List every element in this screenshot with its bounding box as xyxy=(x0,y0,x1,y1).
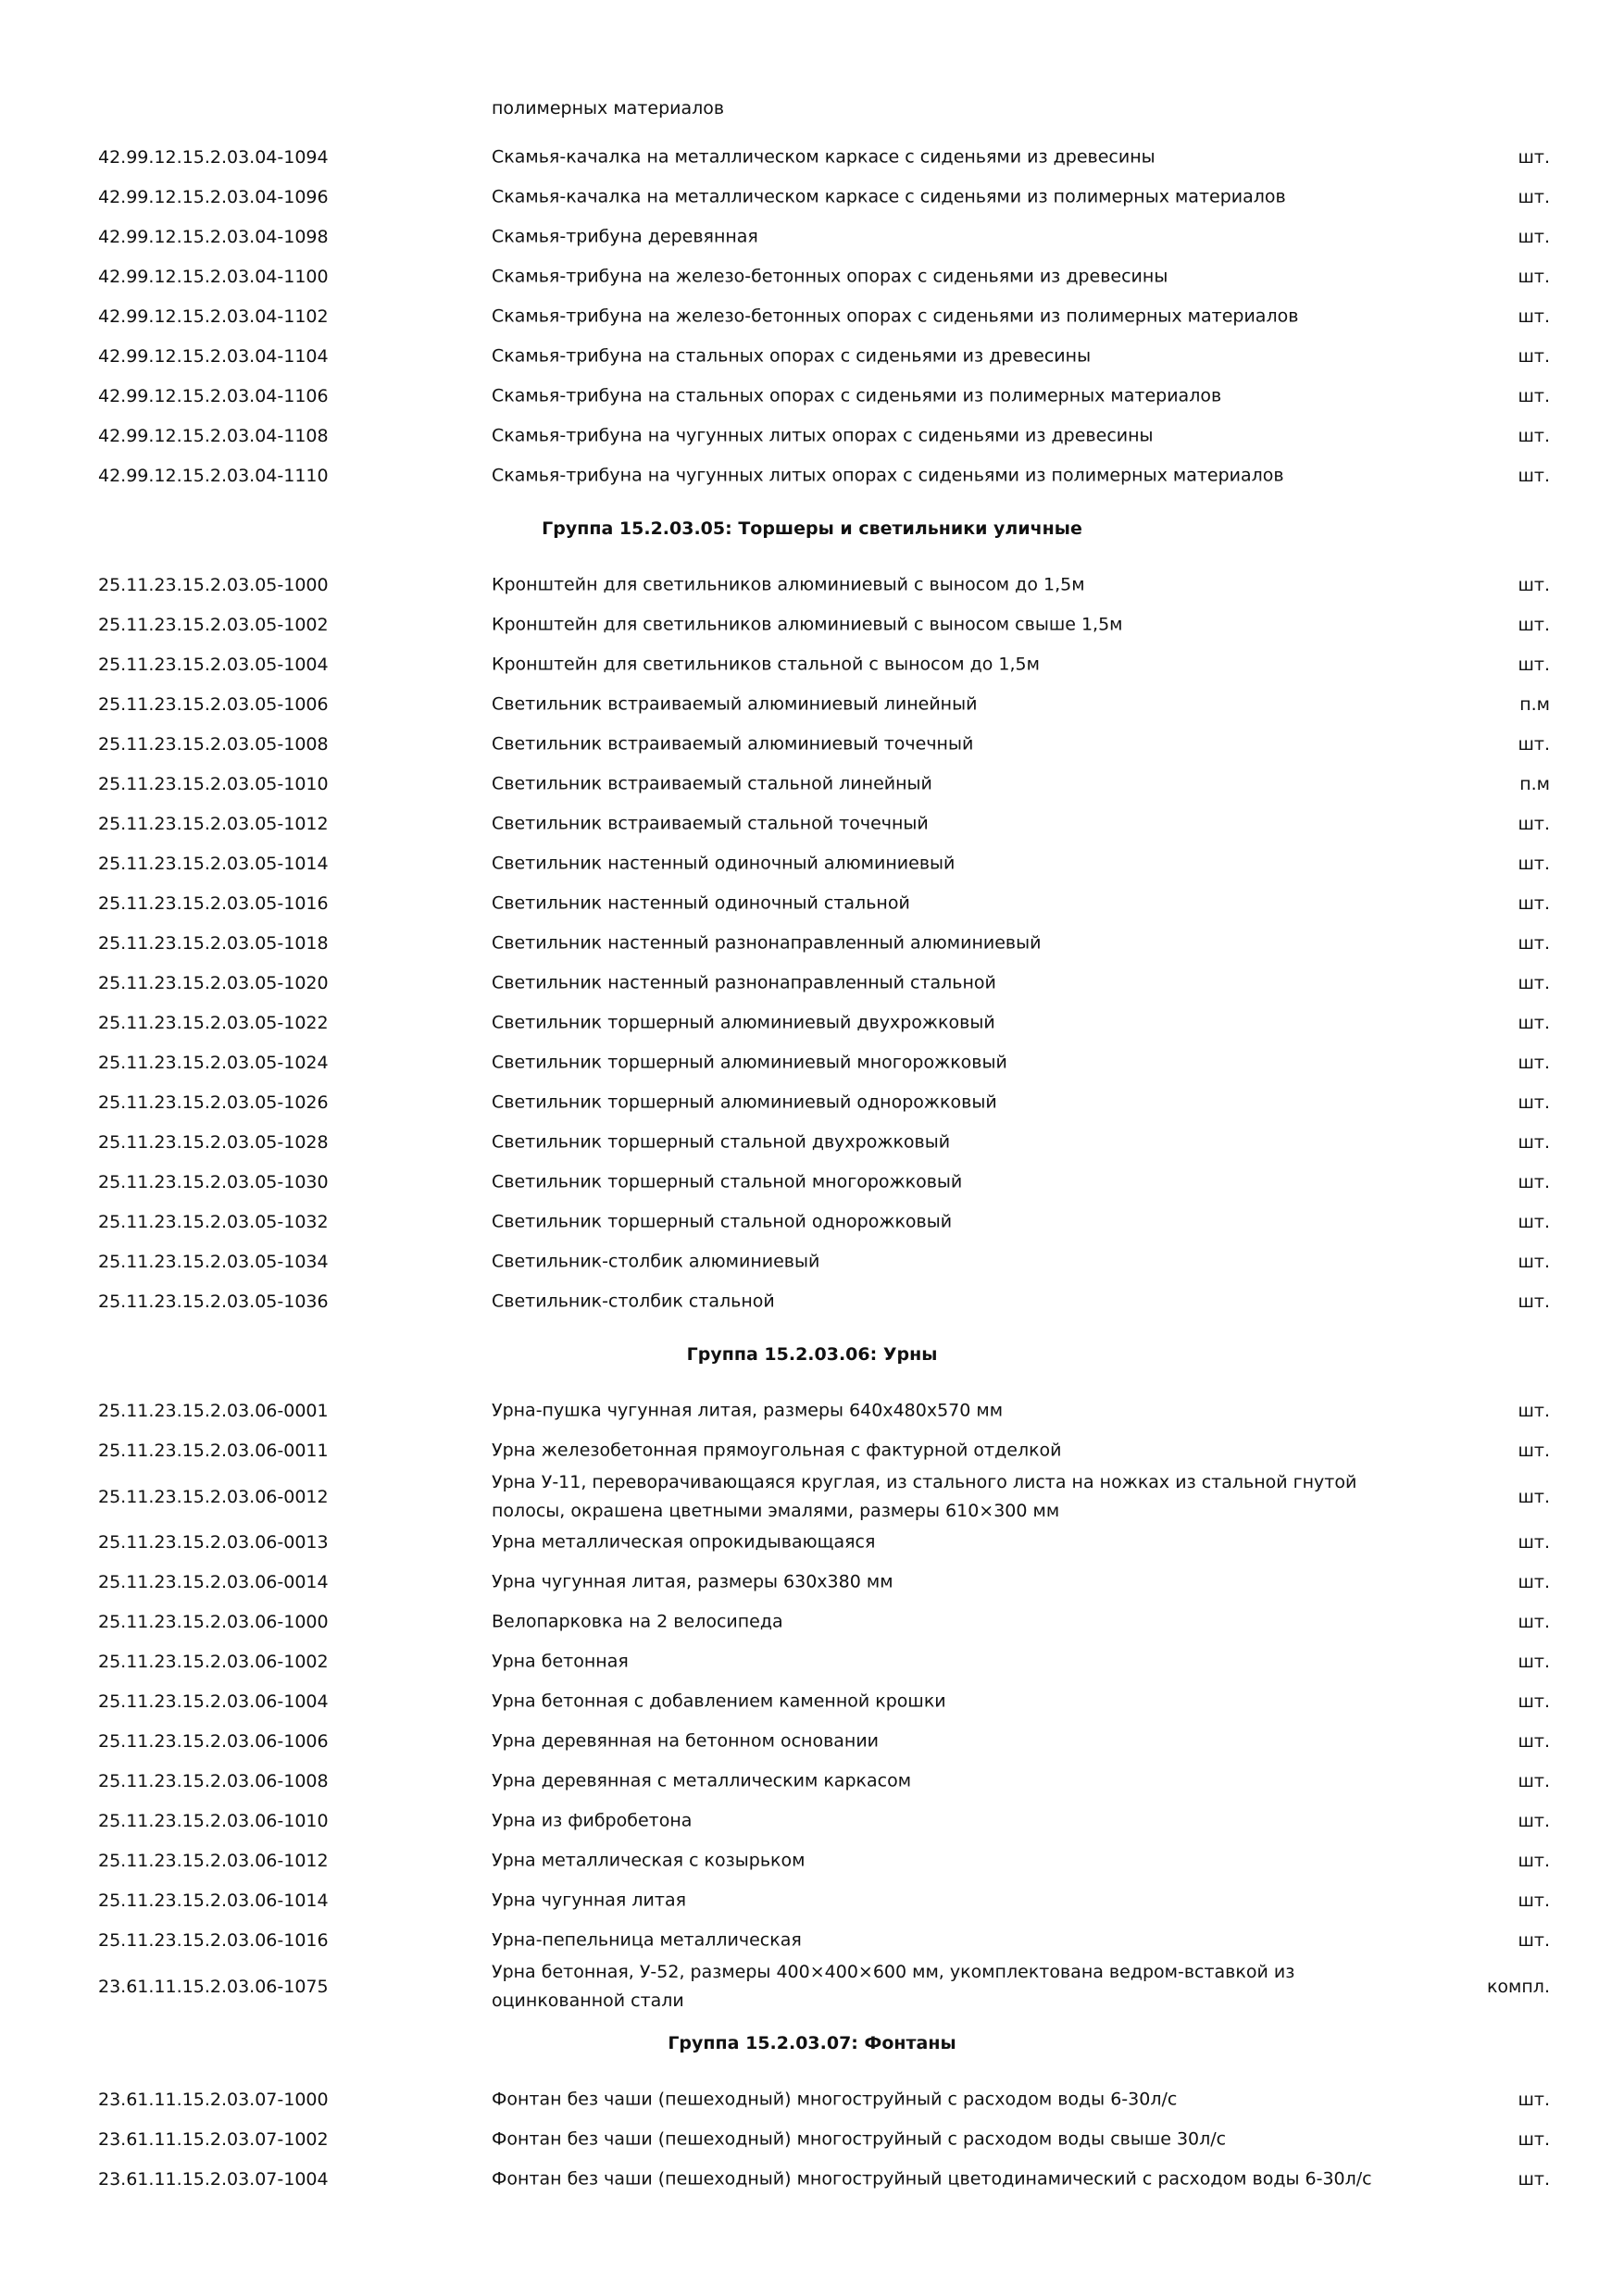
table-row xyxy=(0,2086,1624,2114)
item-code: 42.99.12.15.2.03.04-1094 xyxy=(98,147,329,168)
item-code: 25.11.23.15.2.03.06-0001 xyxy=(98,1401,329,1421)
item-code: 25.11.23.15.2.03.05-1024 xyxy=(98,1053,329,1073)
item-unit: шт. xyxy=(1518,2169,1550,2190)
table-row xyxy=(0,1469,1624,1525)
item-unit: п.м xyxy=(1519,694,1550,715)
table-row xyxy=(0,1529,1624,1556)
table-row xyxy=(0,611,1624,639)
item-code: 25.11.23.15.2.03.05-1012 xyxy=(98,814,329,834)
item-code: 23.61.11.15.2.03.07-1002 xyxy=(98,2129,329,2150)
item-code: 25.11.23.15.2.03.06-0014 xyxy=(98,1572,329,1592)
item-code: 25.11.23.15.2.03.05-1008 xyxy=(98,734,329,755)
item-unit: шт. xyxy=(1518,1013,1550,1033)
item-name: Скамья-трибуна на железо-бетонных опорах с сиденьями из полимерных материалов xyxy=(492,306,1299,327)
item-name: Урна деревянная с металлическим каркасом xyxy=(492,1770,912,1791)
item-unit: шт. xyxy=(1518,655,1550,675)
item-unit: шт. xyxy=(1518,147,1550,168)
table-row xyxy=(0,1009,1624,1037)
table-row xyxy=(0,1397,1624,1425)
item-code: 25.11.23.15.2.03.05-1034 xyxy=(98,1252,329,1272)
table-row xyxy=(0,1168,1624,1196)
table-row xyxy=(0,1248,1624,1276)
item-name: Урна чугунная литая, размеры 630х380 мм xyxy=(492,1571,893,1592)
item-unit: шт. xyxy=(1518,1652,1550,1672)
item-code: 42.99.12.15.2.03.04-1100 xyxy=(98,267,329,287)
item-code: 25.11.23.15.2.03.05-1022 xyxy=(98,1013,329,1033)
item-code: 25.11.23.15.2.03.05-1020 xyxy=(98,973,329,993)
table-row xyxy=(0,183,1624,211)
item-unit: шт. xyxy=(1518,1132,1550,1153)
item-unit: шт. xyxy=(1518,1731,1550,1752)
item-unit: шт. xyxy=(1518,814,1550,834)
item-name: Урна железобетонная прямоугольная с фактурной отделкой xyxy=(492,1440,1062,1461)
item-unit: шт. xyxy=(1518,973,1550,993)
table-row xyxy=(0,1959,1624,2015)
item-unit: шт. xyxy=(1518,227,1550,247)
table-row xyxy=(0,850,1624,878)
item-name: Фонтан без чаши (пешеходный) многоструйный с расходом воды 6-30л/с xyxy=(492,2089,1178,2110)
item-unit: шт. xyxy=(1518,1532,1550,1553)
item-code: 25.11.23.15.2.03.06-1008 xyxy=(98,1771,329,1791)
item-name: Кронштейн для светильников алюминиевый с выносом свыше 1,5м xyxy=(492,614,1123,635)
item-name: Светильник встраиваемый стальной точечный xyxy=(492,813,929,834)
item-code: 25.11.23.15.2.03.05-1002 xyxy=(98,615,329,635)
item-unit: шт. xyxy=(1518,854,1550,874)
item-name: Светильник-столбик стальной xyxy=(492,1291,775,1312)
item-code: 25.11.23.15.2.03.05-1006 xyxy=(98,694,329,715)
item-unit: шт. xyxy=(1518,386,1550,406)
item-name: Скамья-трибуна на стальных опорах с сиденьями из древесины xyxy=(492,345,1092,367)
item-unit: шт. xyxy=(1518,1252,1550,1272)
item-code: 25.11.23.15.2.03.05-1028 xyxy=(98,1132,329,1153)
item-name: Скамья-трибуна деревянная xyxy=(492,226,758,247)
table-row xyxy=(0,1608,1624,1636)
group-heading: Группа 15.2.03.06: Урны xyxy=(686,1344,938,1365)
item-name: Скамья-качалка на металлическом каркасе с сиденьями из древесины xyxy=(492,146,1156,168)
table-row xyxy=(0,1129,1624,1156)
table-row xyxy=(0,1049,1624,1077)
item-name: Урна деревянная на бетонном основании xyxy=(492,1730,880,1752)
item-code: 25.11.23.15.2.03.05-1004 xyxy=(98,655,329,675)
table-row xyxy=(0,571,1624,599)
item-code: 25.11.23.15.2.03.06-0011 xyxy=(98,1441,329,1461)
item-unit: шт. xyxy=(1518,1401,1550,1421)
table-row xyxy=(0,1767,1624,1795)
item-name: Светильник торшерный алюминиевый однорожковый xyxy=(492,1092,997,1113)
table-row xyxy=(0,1648,1624,1676)
item-code: 25.11.23.15.2.03.06-1010 xyxy=(98,1811,329,1831)
item-name: Фонтан без чаши (пешеходный) многоструйный с расходом воды свыше 30л/с xyxy=(492,2128,1227,2150)
item-unit: шт. xyxy=(1518,306,1550,327)
item-name: Скамья-трибуна на стальных опорах с сиденьями из полимерных материалов xyxy=(492,385,1222,406)
table-row xyxy=(0,890,1624,917)
item-unit: шт. xyxy=(1518,1292,1550,1312)
item-code: 25.11.23.15.2.03.06-1004 xyxy=(98,1691,329,1712)
item-unit: шт. xyxy=(1518,2090,1550,2110)
item-code: 25.11.23.15.2.03.06-0012 xyxy=(98,1487,329,1507)
item-code: 42.99.12.15.2.03.04-1102 xyxy=(98,306,329,327)
item-name: Светильник торшерный стальной многорожковый xyxy=(492,1171,963,1192)
item-name: Скамья-качалка на металлическом каркасе с сиденьями из полимерных материалов xyxy=(492,186,1286,207)
item-code: 25.11.23.15.2.03.05-1010 xyxy=(98,774,329,794)
table-row xyxy=(0,343,1624,370)
item-unit: шт. xyxy=(1518,1851,1550,1871)
continued-text: полимерных материалов xyxy=(492,98,725,119)
table-row xyxy=(0,1089,1624,1117)
item-name: Кронштейн для светильников стальной с выносом до 1,5м xyxy=(492,654,1040,675)
item-unit: шт. xyxy=(1518,1612,1550,1632)
item-unit: шт. xyxy=(1518,1771,1550,1791)
item-code: 42.99.12.15.2.03.04-1110 xyxy=(98,466,329,486)
table-row xyxy=(0,1927,1624,1954)
item-unit: шт. xyxy=(1518,615,1550,635)
item-unit: шт. xyxy=(1518,2129,1550,2150)
item-name: Скамья-трибуна на чугунных литых опорах с сиденьями из полимерных материалов xyxy=(492,465,1284,486)
table-row xyxy=(0,1568,1624,1596)
item-unit: шт. xyxy=(1518,426,1550,446)
table-row xyxy=(0,770,1624,798)
item-name: Светильник торшерный стальной двухрожковый xyxy=(492,1131,951,1153)
table-row xyxy=(0,691,1624,718)
item-code: 25.11.23.15.2.03.06-0013 xyxy=(98,1532,329,1553)
item-name: Урна чугунная литая xyxy=(492,1890,687,1911)
item-name: Урна металлическая с козырьком xyxy=(492,1850,806,1871)
item-name: Велопарковка на 2 велосипеда xyxy=(492,1611,783,1632)
item-name: Урна-пепельница металлическая xyxy=(492,1929,802,1951)
table-row xyxy=(0,930,1624,957)
item-unit: шт. xyxy=(1518,933,1550,954)
table-row xyxy=(0,422,1624,450)
item-unit: шт. xyxy=(1518,1811,1550,1831)
item-name: Светильник настенный разнонаправленный алюминиевый xyxy=(492,932,1042,954)
item-name: Светильник торшерный стальной однорожковый xyxy=(492,1211,953,1232)
item-code: 42.99.12.15.2.03.04-1108 xyxy=(98,426,329,446)
item-code: 25.11.23.15.2.03.05-1036 xyxy=(98,1292,329,1312)
item-name: Светильник-столбик алюминиевый xyxy=(492,1251,820,1272)
item-code: 42.99.12.15.2.03.04-1098 xyxy=(98,227,329,247)
item-unit: шт. xyxy=(1518,1053,1550,1073)
item-code: 25.11.23.15.2.03.06-1006 xyxy=(98,1731,329,1752)
item-name: Кронштейн для светильников алюминиевый с выносом до 1,5м xyxy=(492,574,1085,595)
item-name: Урна бетонная xyxy=(492,1651,629,1672)
item-name: Урна бетонная, У-52, размеры 400×400×600 мм, укомплектована ведром-вставкой из оцинкованной стали xyxy=(492,1962,1295,2011)
item-code: 25.11.23.15.2.03.05-1018 xyxy=(98,933,329,954)
table-row xyxy=(0,263,1624,291)
table-row xyxy=(0,382,1624,410)
item-unit: шт. xyxy=(1518,575,1550,595)
item-name: Скамья-трибуна на чугунных литых опорах с сиденьями из древесины xyxy=(492,425,1154,446)
item-code: 25.11.23.15.2.03.06-1002 xyxy=(98,1652,329,1672)
item-code: 25.11.23.15.2.03.06-1000 xyxy=(98,1612,329,1632)
table-row xyxy=(0,2165,1624,2193)
item-unit: шт. xyxy=(1518,1572,1550,1592)
item-name: Скамья-трибуна на железо-бетонных опорах с сиденьями из древесины xyxy=(492,266,1168,287)
item-unit: шт. xyxy=(1518,1890,1550,1911)
table-row xyxy=(0,462,1624,490)
item-name: Урна У-11, переворачивающаяся круглая, из стального листа на ножках из стальной гнутой полосы, окрашена цветными эмалями, размеры 610×300 мм xyxy=(492,1472,1357,1521)
item-name: Урна металлическая опрокидывающаяся xyxy=(492,1531,876,1553)
item-name: Светильник встраиваемый алюминиевый линейный xyxy=(492,693,978,715)
item-name: Урна-пушка чугунная литая, размеры 640х480х570 мм xyxy=(492,1400,1004,1421)
item-unit: п.м xyxy=(1519,774,1550,794)
table-row xyxy=(0,810,1624,838)
table-row xyxy=(0,1688,1624,1716)
item-code: 25.11.23.15.2.03.06-1014 xyxy=(98,1890,329,1911)
item-unit: шт. xyxy=(1518,1092,1550,1113)
item-unit: шт. xyxy=(1518,893,1550,914)
item-unit: шт. xyxy=(1518,1441,1550,1461)
group-heading: Группа 15.2.03.05: Торшеры и светильники уличные xyxy=(542,518,1082,539)
item-unit: шт. xyxy=(1518,734,1550,755)
item-code: 25.11.23.15.2.03.05-1030 xyxy=(98,1172,329,1192)
table-row xyxy=(0,1288,1624,1316)
item-name: Урна из фибробетона xyxy=(492,1810,693,1831)
item-name: Фонтан без чаши (пешеходный) многоструйный цветодинамический с расходом воды 6-30л/с xyxy=(492,2168,1372,2190)
item-unit: шт. xyxy=(1518,1691,1550,1712)
table-row xyxy=(0,651,1624,679)
table-row xyxy=(0,1208,1624,1236)
item-unit: шт. xyxy=(1518,466,1550,486)
table-row xyxy=(0,303,1624,331)
item-code: 23.61.11.15.2.03.07-1000 xyxy=(98,2090,329,2110)
item-name: Светильник торшерный алюминиевый многорожковый xyxy=(492,1052,1007,1073)
table-row xyxy=(0,1807,1624,1835)
item-unit: шт. xyxy=(1518,267,1550,287)
item-code: 42.99.12.15.2.03.04-1106 xyxy=(98,386,329,406)
item-code: 25.11.23.15.2.03.05-1016 xyxy=(98,893,329,914)
item-unit: шт. xyxy=(1518,1487,1550,1507)
item-code: 25.11.23.15.2.03.06-1012 xyxy=(98,1851,329,1871)
item-name: Урна бетонная с добавлением каменной крошки xyxy=(492,1691,946,1712)
item-unit: шт. xyxy=(1518,187,1550,207)
table-row xyxy=(0,223,1624,251)
item-code: 25.11.23.15.2.03.05-1026 xyxy=(98,1092,329,1113)
item-code: 25.11.23.15.2.03.05-1032 xyxy=(98,1212,329,1232)
item-unit: компл. xyxy=(1486,1977,1550,1997)
item-unit: шт. xyxy=(1518,1172,1550,1192)
table-row xyxy=(0,969,1624,997)
table-row xyxy=(0,1728,1624,1755)
item-code: 42.99.12.15.2.03.04-1104 xyxy=(98,346,329,367)
item-unit: шт. xyxy=(1518,346,1550,367)
item-code: 25.11.23.15.2.03.05-1000 xyxy=(98,575,329,595)
item-code: 25.11.23.15.2.03.05-1014 xyxy=(98,854,329,874)
item-name: Светильник торшерный алюминиевый двухрожковый xyxy=(492,1012,995,1033)
item-name: Светильник настенный разнонаправленный стальной xyxy=(492,972,996,993)
table-row xyxy=(0,2126,1624,2153)
item-unit: шт. xyxy=(1518,1212,1550,1232)
group-heading: Группа 15.2.03.07: Фонтаны xyxy=(668,2033,956,2053)
table-row xyxy=(0,1887,1624,1915)
table-row xyxy=(0,1847,1624,1875)
item-name: Светильник настенный одиночный стальной xyxy=(492,892,910,914)
item-code: 23.61.11.15.2.03.07-1004 xyxy=(98,2169,329,2190)
table-row xyxy=(0,1437,1624,1465)
item-name: Светильник настенный одиночный алюминиевый xyxy=(492,853,956,874)
item-name: Светильник встраиваемый стальной линейный xyxy=(492,773,932,794)
table-row xyxy=(0,730,1624,758)
item-name: Светильник встраиваемый алюминиевый точечный xyxy=(492,733,974,755)
item-code: 23.61.11.15.2.03.06-1075 xyxy=(98,1977,329,1997)
item-code: 42.99.12.15.2.03.04-1096 xyxy=(98,187,329,207)
table-row xyxy=(0,144,1624,171)
item-unit: шт. xyxy=(1518,1930,1550,1951)
item-code: 25.11.23.15.2.03.06-1016 xyxy=(98,1930,329,1951)
